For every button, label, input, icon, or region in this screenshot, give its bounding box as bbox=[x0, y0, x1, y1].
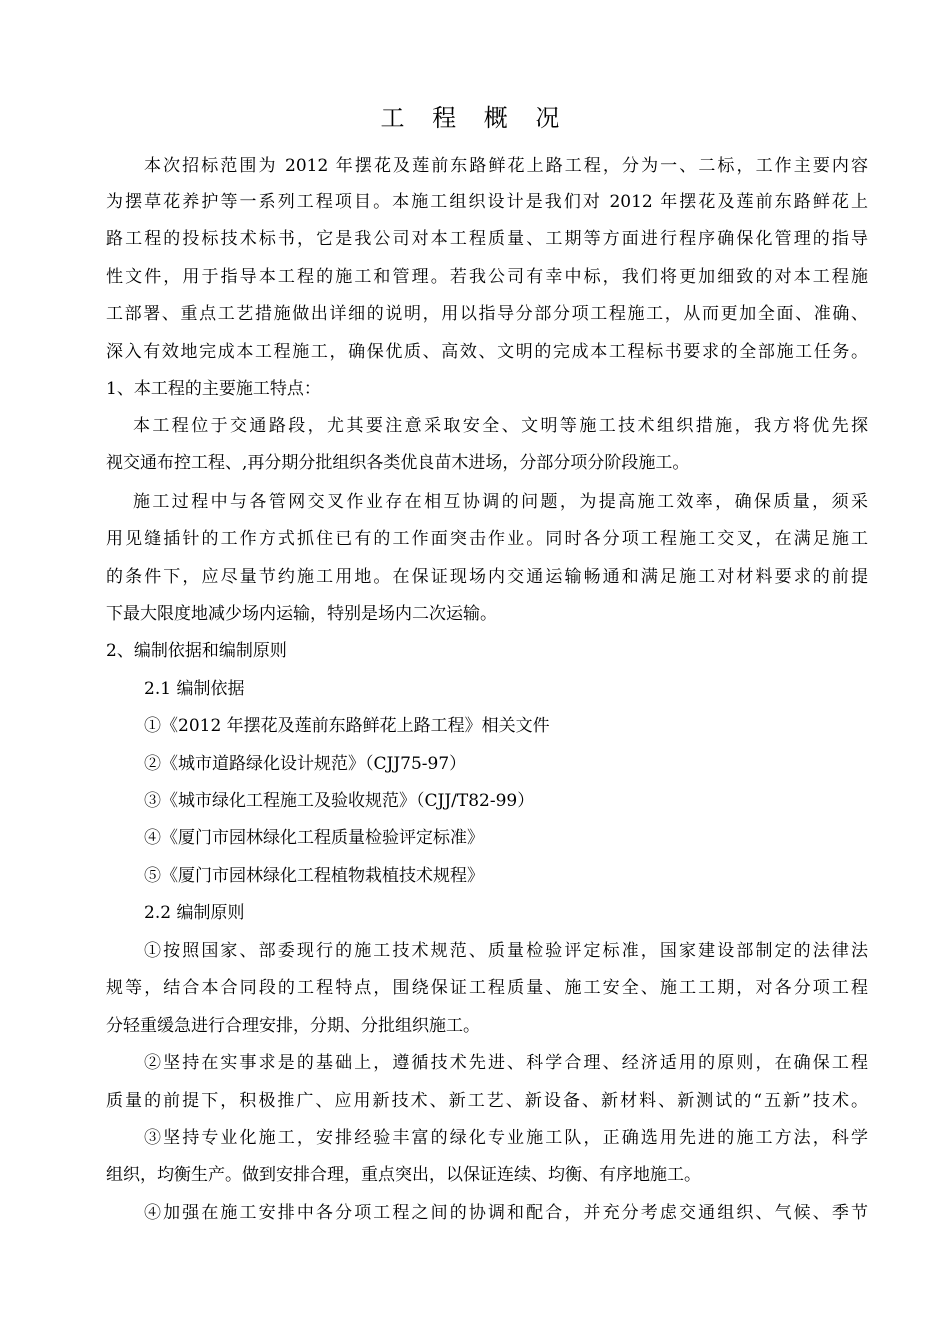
paragraph-line: 深入有效地完成本工程施工，确保优质、高效、文明的完成本工程标书要求的全部施工任务。 bbox=[106, 342, 868, 362]
paragraph-line: 本工程位于交通路段，尤其要注意采取安全、文明等施工技术组织措施，我方将优先探 bbox=[133, 416, 868, 436]
paragraph-line: 用见缝插针的工作方式抓住已有的工作面突击作业。同时各分项工程施工交叉，在满足施工 bbox=[106, 529, 868, 549]
paragraph-line: 规等，结合本合同段的工程特点，围绕保证工程质量、施工安全、施工工期，对各分项工程 bbox=[106, 978, 868, 998]
list-item: ③《城市绿化工程施工及验收规范》（CJJ/T82-99） bbox=[144, 791, 535, 811]
paragraph-line: 本次招标范围为 2012 年摆花及莲前东路鲜花上路工程，分为一、二标，工作主要内容 bbox=[144, 156, 868, 176]
paragraph-line: 路工程的投标技术标书，它是我公司对本工程质量、工期等方面进行程序确保化管理的指导 bbox=[106, 229, 868, 249]
paragraph-line: 施工过程中与各管网交叉作业存在相互协调的问题，为提高施工效率，确保质量，须采 bbox=[133, 492, 868, 512]
list-item: ⑤《厦门市园林绿化工程植物栽植技术规程》 bbox=[144, 866, 484, 886]
paragraph-line: 质量的前提下，积极推广、应用新技术、新工艺、新设备、新材料、新测试的“五新”技术。 bbox=[106, 1091, 868, 1111]
paragraph-line: 性文件，用于指导本工程的施工和管理。若我公司有幸中标，我们将更加细致的对本工程施 bbox=[106, 267, 868, 287]
list-item: ①《2012 年摆花及莲前东路鲜花上路工程》相关文件 bbox=[144, 716, 550, 736]
paragraph-line: 分轻重缓急进行合理安排，分期、分批组织施工。 bbox=[106, 1016, 480, 1036]
paragraph-line: 工部署、重点工艺措施做出详细的说明，用以指导分部分项工程施工，从而更加全面、准确、 bbox=[106, 304, 868, 324]
paragraph-line: 的条件下，应尽量节约施工用地。在保证现场内交通运输畅通和满足施工对材料要求的前提 bbox=[106, 567, 868, 587]
paragraph-line: 组织，均衡生产。做到安排合理，重点突出，以保证连续、均衡、有序地施工。 bbox=[106, 1165, 701, 1185]
section-heading: 2、编制依据和编制原则 bbox=[106, 641, 287, 661]
paragraph-line: 视交通布控工程、,再分期分批组织各类优良苗木进场，分部分项分阶段施工。 bbox=[106, 453, 690, 473]
paragraph-line: ④加强在施工安排中各分项工程之间的协调和配合，并充分考虑交通组织、气候、季节 bbox=[144, 1203, 868, 1223]
page-title: 工 程 概 况 bbox=[380, 104, 570, 132]
paragraph-line: ③坚持专业化施工，安排经验丰富的绿化专业施工队，正确选用先进的施工方法，科学 bbox=[144, 1128, 868, 1148]
list-item: ④《厦门市园林绿化工程质量检验评定标准》 bbox=[144, 828, 484, 848]
paragraph-line: ①按照国家、部委现行的施工技术规范、质量检验评定标准，国家建设部制定的法律法 bbox=[144, 941, 868, 961]
paragraph-line: ②坚持在实事求是的基础上，遵循技术先进、科学合理、经济适用的原则，在确保工程 bbox=[144, 1053, 868, 1073]
subsection-heading: 2.2 编制原则 bbox=[144, 903, 245, 923]
list-item: ②《城市道路绿化设计规范》（CJJ75-97） bbox=[144, 754, 467, 774]
paragraph-line: 为摆草花养护等一系列工程项目。本施工组织设计是我们对 2012 年摆花及莲前东路鲜花上 bbox=[106, 192, 868, 212]
subsection-heading: 2.1 编制依据 bbox=[144, 679, 245, 699]
paragraph-line: 下最大限度地减少场内运输，特别是场内二次运输。 bbox=[106, 604, 497, 624]
section-heading: 1、本工程的主要施工特点： bbox=[106, 379, 321, 399]
